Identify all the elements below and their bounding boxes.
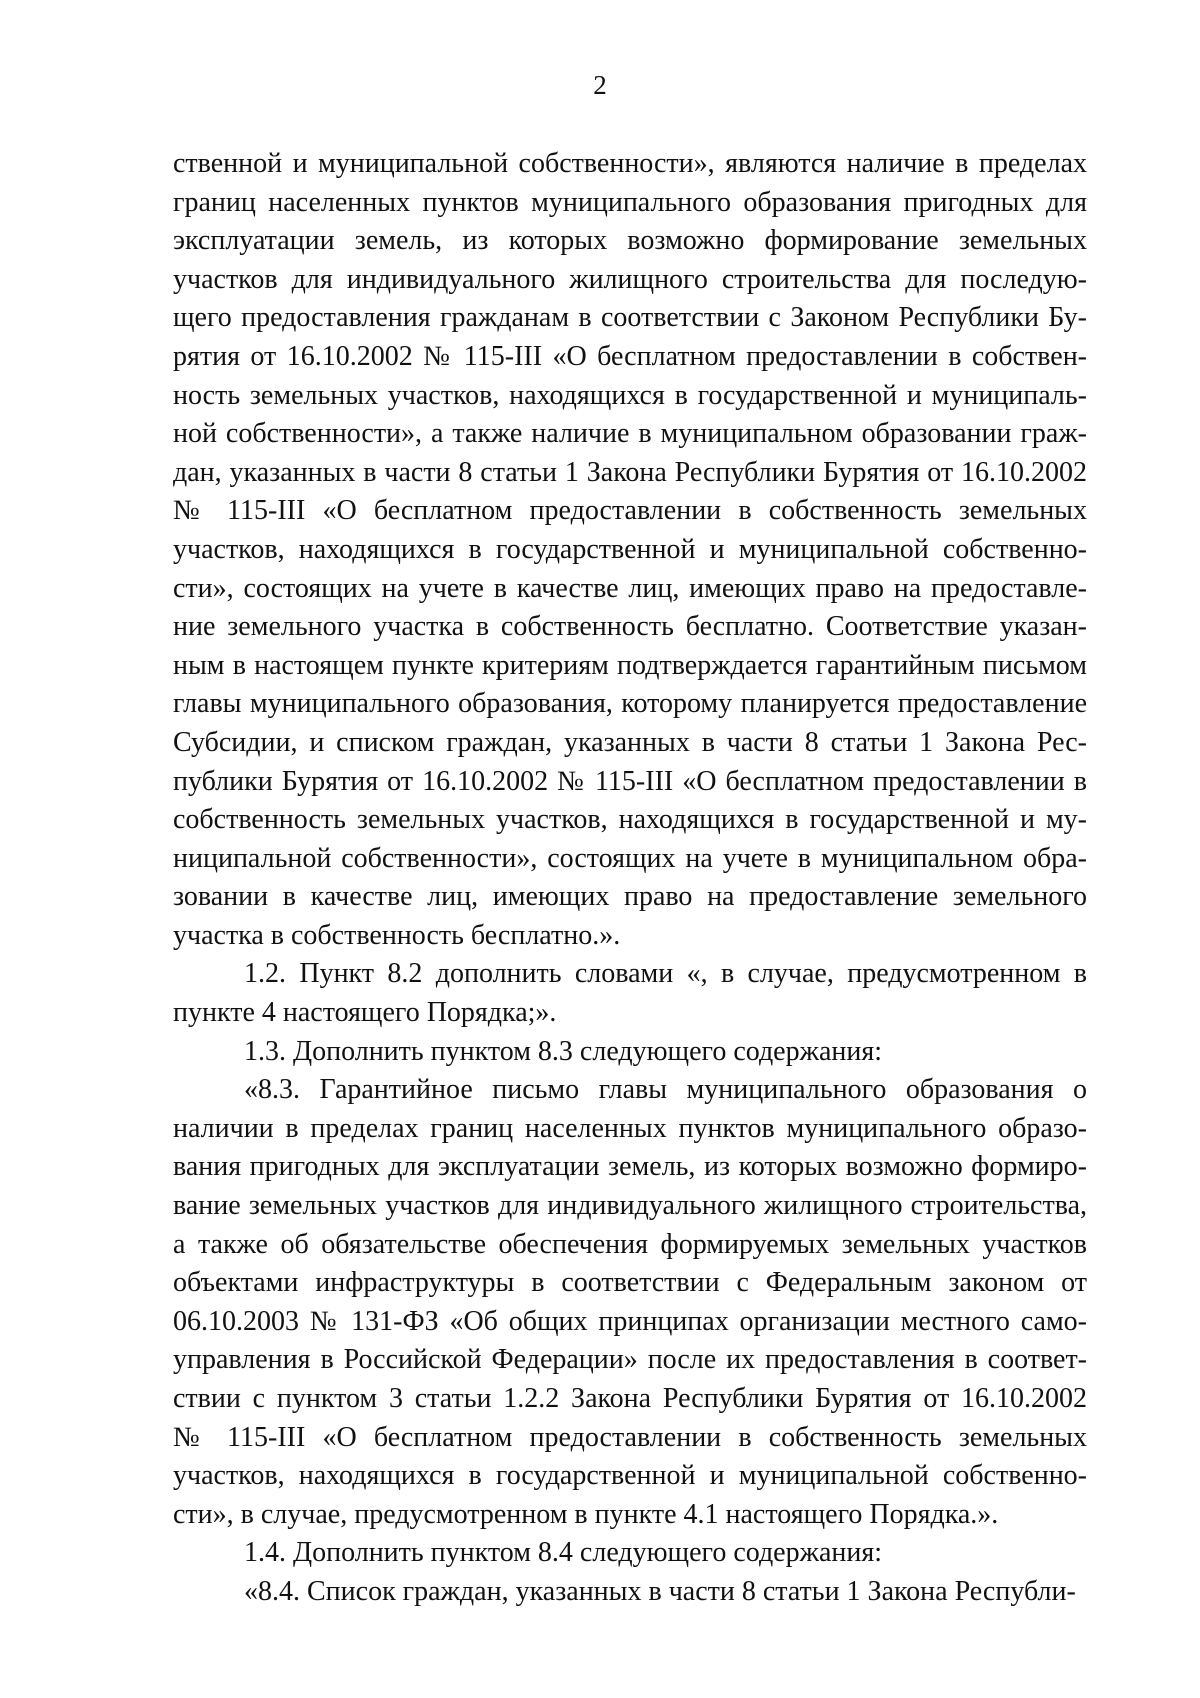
text-line: ным в настоящем пункте критериям подтверждается гарантийным письмом [173, 649, 1087, 681]
text-line: пункте 4 настоящего Порядка;». [173, 997, 557, 1029]
text-line: 06.10.2003 № 131-ФЗ «Об общих принципах организации местного само- [173, 1305, 1087, 1337]
text-line: ность земельных участков, находящихся в государственной и муниципаль- [173, 379, 1087, 411]
text-line: ние земельного участка в собственность бесплатно. Соответствие указан- [173, 611, 1087, 643]
text-line: ной собственности», а также наличие в муниципальном образовании граж- [173, 418, 1087, 450]
paragraph-8-4-first-line: «8.4. Список граждан, указанных в части 8 статьи 1 Закона Республи- [244, 1575, 1076, 1607]
paragraph-1-3: 1.3. Дополнить пунктом 8.3 следующего содержания: [244, 1035, 883, 1067]
text-line: № 115-III «О бесплатном предоставлении в собственность земельных [173, 495, 1087, 527]
text-line: щего предоставления гражданам в соответствии с Законом Республики Бу- [173, 302, 1087, 334]
text-line: участков для индивидуального жилищного строительства для последую- [173, 263, 1087, 295]
text-line: ниципальной собственности», состоящих на учете в муниципальном обра- [173, 842, 1087, 874]
page-number: 2 [593, 70, 607, 100]
paragraph-8-3-first-line: «8.3. Гарантийное письмо главы муниципального образования о [244, 1074, 1087, 1106]
text-line: ственной и муниципальной собственности», являются наличие в пределах [173, 148, 1087, 179]
text-line: участков, находящихся в государственной и муниципальной собственно- [173, 1460, 1087, 1492]
text-line: публики Бурятия от 16.10.2002 № 115-III «О бесплатном предоставлении в [173, 765, 1087, 797]
document-body [173, 145, 1087, 1612]
paragraph-1-4: 1.4. Дополнить пунктом 8.4 следующего содержания: [244, 1537, 883, 1569]
text-line: Субсидии, и списком граждан, указанных в части 8 статьи 1 Закона Рес- [173, 726, 1087, 758]
text-line: наличии в пределах границ населенных пунктов муниципального образо- [173, 1112, 1087, 1144]
text-line: границ населенных пунктов муниципального образования пригодных для [173, 186, 1087, 218]
text-line: собственность земельных участков, находящихся в государственной и му- [173, 804, 1087, 836]
text-line: эксплуатации земель, из которых возможно формирование земельных [173, 225, 1087, 257]
text-line: участков, находящихся в государственной и муниципальной собственно- [173, 533, 1087, 565]
text-line: вания пригодных для эксплуатации земель, из которых возможно формиро- [173, 1151, 1087, 1183]
text-line: сти», в случае, предусмотренном в пункте 4.1 настоящего Порядка.». [173, 1498, 999, 1530]
text-line: а также об обязательстве обеспечения формируемых земельных участков [173, 1228, 1087, 1260]
text-line: управления в Российской Федерации» после их предоставления в соответ- [173, 1344, 1087, 1376]
paragraph-1-2-first-line: 1.2. Пункт 8.2 дополнить словами «, в случае, предусмотренном в [244, 958, 1087, 990]
text-line: зовании в качестве лиц, имеющих право на предоставление земельного [173, 881, 1087, 913]
text-line: ствии с пунктом 3 статьи 1.2.2 Закона Республики Бурятия от 16.10.2002 [173, 1383, 1087, 1414]
text-line: участка в собственность бесплатно.». [173, 919, 621, 951]
text-line: рятия от 16.10.2002 № 115-III «О бесплатном предоставлении в собствен- [173, 340, 1087, 372]
text-line: № 115-III «О бесплатном предоставлении в собственность земельных [173, 1421, 1087, 1453]
text-line: объектами инфраструктуры в соответствии с Федеральным законом от [173, 1267, 1087, 1299]
text-line: вание земельных участков для индивидуального жилищного строительства, [173, 1190, 1087, 1222]
text-line: дан, указанных в части 8 статьи 1 Закона Республики Бурятия от 16.10.2002 [173, 456, 1087, 488]
text-line: сти», состоящих на учете в качестве лиц, имеющих право на предоставле- [173, 572, 1087, 604]
text-line: главы муниципального образования, которому планируется предоставление [173, 688, 1087, 720]
